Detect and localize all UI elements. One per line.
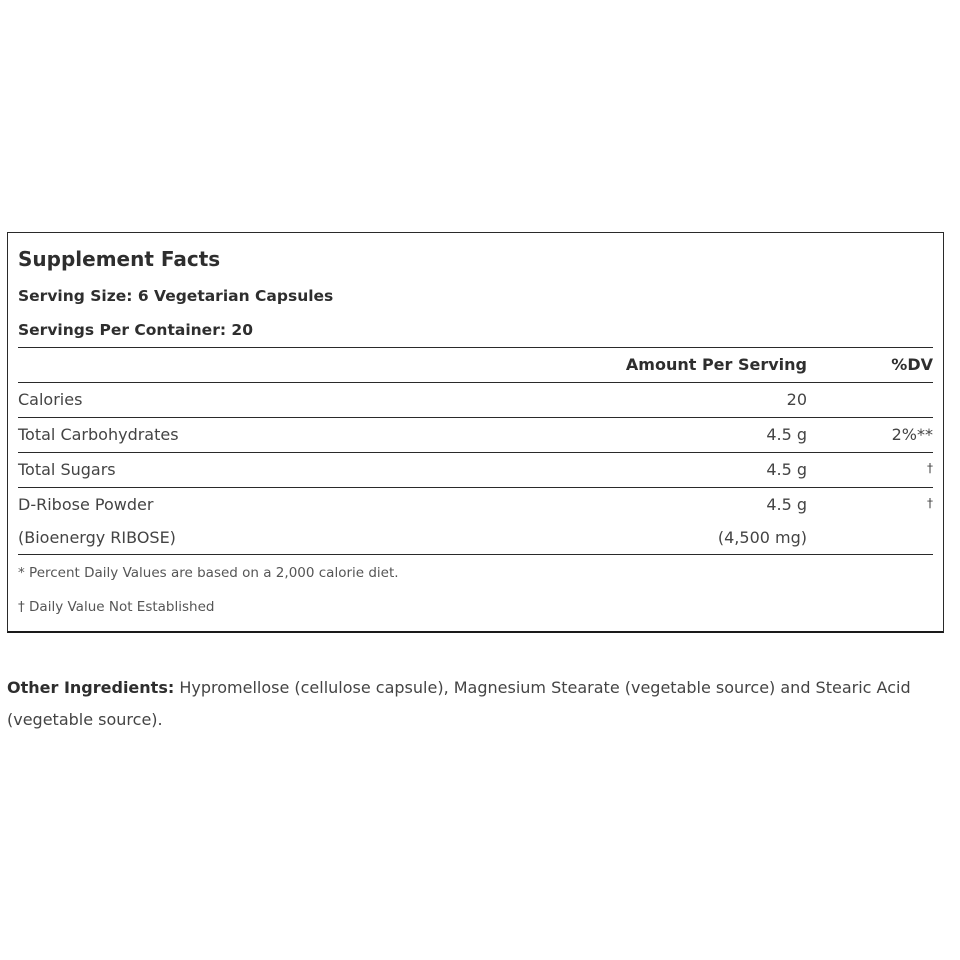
table-row-d-ribose [18, 488, 933, 522]
footnote-percent-daily-values: * Percent Daily Values are based on a 2,000 calorie diet. [18, 565, 399, 581]
dagger-icon: † [927, 496, 933, 510]
serving-size: Serving Size: 6 Vegetarian Capsules [18, 287, 334, 305]
nutrient-name: Total Carbohydrates [18, 425, 179, 444]
nutrient-name: D-Ribose Powder [18, 495, 154, 514]
table-row-total-carbohydrates [18, 418, 933, 452]
nutrient-dv: 2%** [891, 425, 933, 444]
table-header-row [18, 348, 933, 382]
table-row-total-sugars [18, 453, 933, 487]
nutrient-amount: 4.5 g [766, 460, 807, 479]
nutrient-name: Total Sugars [18, 460, 116, 479]
footnote-daily-value-not-established: † Daily Value Not Established [18, 599, 215, 615]
nutrient-amount: (4,500 mg) [717, 528, 807, 547]
supplement-facts-title: Supplement Facts [18, 247, 221, 271]
dagger-icon: † [927, 461, 933, 475]
table-row-bioenergy-ribose [18, 521, 933, 555]
daily-value-header: %DV [891, 355, 933, 374]
other-ingredients [7, 672, 952, 736]
nutrient-name: Calories [18, 390, 83, 409]
nutrient-amount: 20 [786, 390, 807, 409]
servings-per-container: Servings Per Container: 20 [18, 321, 253, 339]
table-row-calories [18, 383, 933, 417]
other-ingredients-label: Other Ingredients: [7, 678, 175, 697]
nutrient-amount: 4.5 g [766, 425, 807, 444]
amount-per-serving-header: Amount Per Serving [625, 355, 807, 374]
nutrient-name: (Bioenergy RIBOSE) [18, 528, 176, 547]
supplement-facts-panel [7, 232, 944, 633]
nutrient-amount: 4.5 g [766, 495, 807, 514]
other-ingredients-text: Hypromellose (cellulose capsule), Magnesium Stearate (vegetable source) and Stearic Acid (vegetable source). [7, 678, 911, 729]
divider [18, 554, 933, 555]
